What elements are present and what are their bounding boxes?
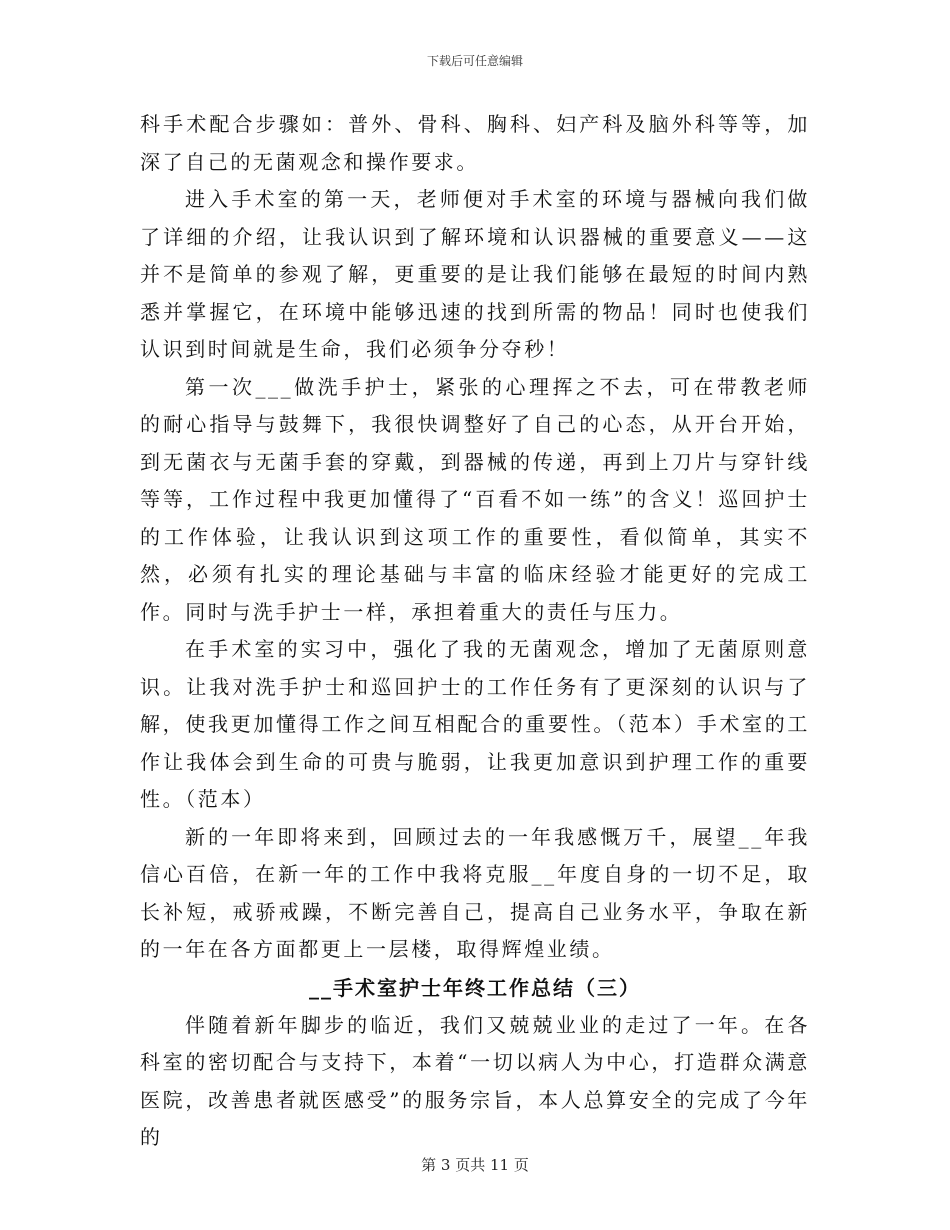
page-header: 下载后可任意编辑	[426, 54, 523, 68]
paragraph: 第一次___做洗手护士，紧张的心理挥之不去，可在带教老师的耐心指导与鼓舞下，我很快调整好了自己的心态，从开台开始，到无菌衣与无菌手套的穿戴，到器械的传递，再到上刀片与穿针线等等，工作过程中我更加懂得了“百看不如一练”的含义！巡回护士的工作体验，让我认识到这项工作的重要性，看似简单，其实不然，必须有扎实的理论基础与丰富的临床经验才能更好的完成工作。同时与洗手护士一样，承担着重大的责任与压力。	[140, 374, 810, 624]
section-title: __手术室护士年终工作总结（三）	[309, 975, 641, 1000]
paragraph: 伴随着新年脚步的临近，我们又兢兢业业的走过了一年。在各科室的密切配合与支持下，本着“一切以病人为中心，打造群众满意医院，改善患者就医感受”的服务宗旨，本人总算安全的完成了今年的	[140, 1012, 810, 1149]
page-footer: 第 3 页共 11 页	[421, 1156, 529, 1174]
paragraph: 新的一年即将来到，回顾过去的一年我感慨万千，展望__年我信心百倍，在新一年的工作中我将克服__年度自身的一切不足，取长补短，戒骄戒躁，不断完善自己，提高自己业务水平，争取在新的一年在各方面都更上一层楼，取得辉煌业绩。	[140, 824, 810, 961]
paragraph: 进入手术室的第一天，老师便对手术室的环境与器械向我们做了详细的介绍，让我认识到了解环境和认识器械的重要意义——这并不是简单的参观了解，更重要的是让我们能够在最短的时间内熟悉并掌握它，在环境中能够迅速的找到所需的物品！同时也使我们认识到时间就是生命，我们必须争分夺秒！	[140, 187, 810, 361]
paragraph-continuation: 科手术配合步骤如：普外、骨科、胸科、妇产科及脑外科等等，加深了自己的无菌观念和操作要求。	[140, 112, 810, 174]
paragraph: 在手术室的实习中，强化了我的无菌观念，增加了无菌原则意识。让我对洗手护士和巡回护士的工作任务有了更深刻的认识与了解，使我更加懂得工作之间互相配合的重要性。（范本）手术室的工作让我体会到生命的可贵与脆弱，让我更加意识到护理工作的重要性。（范本）	[140, 637, 810, 811]
document-body	[140, 106, 810, 1157]
